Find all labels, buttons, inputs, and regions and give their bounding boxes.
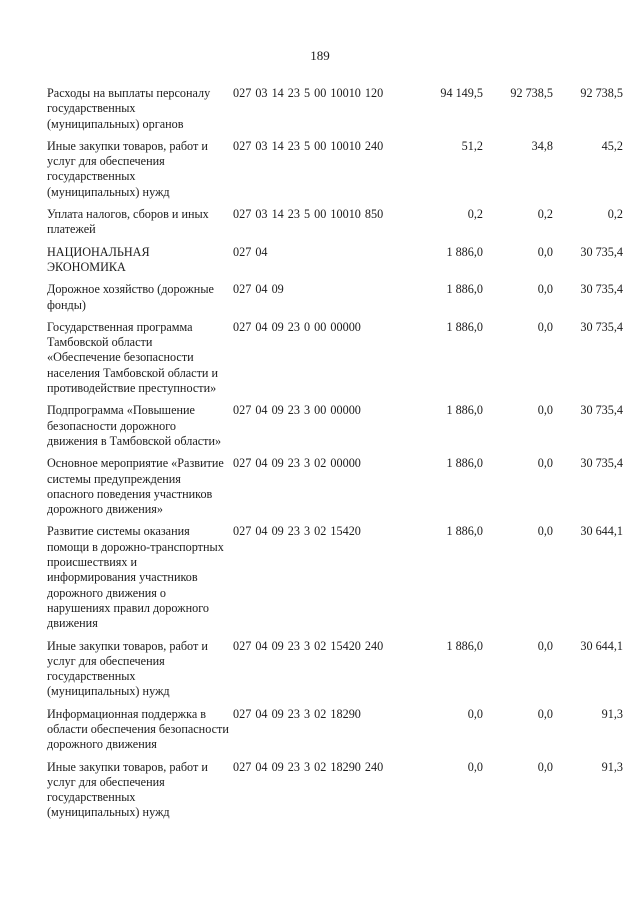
table-row xyxy=(47,638,623,700)
row-code: 027 03 14 23 5 00 10010 850 xyxy=(233,207,384,222)
value-col-2: 0,0 xyxy=(537,403,553,418)
value-col-3: 30 735,4 xyxy=(580,403,623,418)
value-col-3: 30 735,4 xyxy=(580,456,623,471)
value-col-1: 51,2 xyxy=(461,138,483,153)
value-col-1: 1 886,0 xyxy=(446,319,483,334)
table-row xyxy=(47,706,623,753)
row-name: Иные закупки товаров, работ и услуг для обеспечения государственных (муниципальных) нужд xyxy=(47,138,208,199)
page-number: 189 xyxy=(310,48,330,63)
row-code: 027 03 14 23 5 00 10010 120 xyxy=(233,86,384,100)
table-row xyxy=(47,524,623,631)
row-name: Расходы на выплаты персоналу государственных (муниципальных) органов xyxy=(47,86,211,131)
value-col-2: 0,0 xyxy=(537,282,553,297)
table-row xyxy=(47,207,623,238)
value-col-2: 0,2 xyxy=(537,207,553,222)
table-row xyxy=(47,456,623,517)
value-col-1: 1 886,0 xyxy=(446,524,483,539)
row-name: Уплата налогов, сборов и иных платежей xyxy=(47,207,209,237)
table-row xyxy=(47,138,623,200)
value-col-2: 0,0 xyxy=(537,319,553,334)
value-col-3: 45,2 xyxy=(601,138,623,153)
row-name: НАЦИОНАЛЬНАЯ ЭКОНОМИКА xyxy=(47,244,150,274)
value-col-2: 92 738,5 xyxy=(510,86,553,100)
value-col-3: 92 738,5 xyxy=(580,86,623,100)
value-col-2: 0,0 xyxy=(537,759,553,774)
value-col-1: 0,0 xyxy=(467,706,483,721)
row-code: 027 04 xyxy=(233,244,268,259)
value-col-1: 94 149,5 xyxy=(440,86,483,100)
value-col-3: 30 644,1 xyxy=(580,638,623,653)
value-col-1: 0,0 xyxy=(467,759,483,774)
row-name: Информационная поддержка в области обеспечения безопасности дорожного движения xyxy=(47,706,229,752)
value-col-1: 1 886,0 xyxy=(446,282,483,297)
row-name: Иные закупки товаров, работ и услуг для обеспечения государственных (муниципальных) нужд xyxy=(47,638,208,699)
value-col-3: 91,3 xyxy=(601,759,623,774)
row-code: 027 04 09 23 3 02 15420 240 xyxy=(233,638,384,653)
row-code: 027 04 09 23 3 00 00000 xyxy=(233,403,361,418)
table-row xyxy=(47,759,623,821)
value-col-2: 34,8 xyxy=(531,138,553,153)
value-col-1: 1 886,0 xyxy=(446,403,483,418)
row-name: Развитие системы оказания помощи в дорожно-транспортных происшествиях и информирования участников дорожного движения о нарушениях правил дорожного движения xyxy=(47,524,224,631)
row-name: Государственная программа Тамбовской области «Обеспечение безопасности населения Тамбовской области и противодействие преступности» xyxy=(47,319,219,396)
value-col-2: 0,0 xyxy=(537,706,553,721)
table-row xyxy=(47,282,623,313)
table-row xyxy=(47,244,623,276)
value-col-3: 30 735,4 xyxy=(580,282,623,297)
value-col-1: 1 886,0 xyxy=(446,456,483,471)
value-col-3: 91,3 xyxy=(601,706,623,721)
row-name: Подпрограмма «Повышение безопасности дорожного движения в Тамбовской области» xyxy=(47,403,222,448)
row-code: 027 04 09 23 3 02 15420 xyxy=(233,524,361,539)
row-code: 027 04 09 23 0 00 00000 xyxy=(233,319,361,334)
value-col-2: 0,0 xyxy=(537,524,553,539)
table-row xyxy=(47,86,623,132)
value-col-3: 30 735,4 xyxy=(580,319,623,334)
value-col-2: 0,0 xyxy=(537,456,553,471)
table-row xyxy=(47,319,623,396)
value-col-1: 1 886,0 xyxy=(446,638,483,653)
row-code: 027 04 09 23 3 02 18290 xyxy=(233,706,361,721)
value-col-3: 0,2 xyxy=(607,207,623,222)
value-col-2: 0,0 xyxy=(537,244,553,259)
row-code: 027 03 14 23 5 00 10010 240 xyxy=(233,138,384,153)
row-code: 027 04 09 xyxy=(233,282,284,297)
budget-table xyxy=(47,86,623,821)
table-row xyxy=(47,403,623,449)
value-col-3: 30 644,1 xyxy=(580,524,623,539)
value-col-1: 0,2 xyxy=(467,207,483,222)
value-col-1: 1 886,0 xyxy=(446,244,483,259)
row-code: 027 04 09 23 3 02 00000 xyxy=(233,456,361,471)
row-name: Дорожное хозяйство (дорожные фонды) xyxy=(47,282,214,312)
row-name: Иные закупки товаров, работ и услуг для обеспечения государственных (муниципальных) нужд xyxy=(47,759,208,820)
row-name: Основное мероприятие «Развитие системы предупреждения опасного поведения участников дорожного движения» xyxy=(47,456,224,517)
value-col-3: 30 735,4 xyxy=(580,244,623,259)
row-code: 027 04 09 23 3 02 18290 240 xyxy=(233,759,384,774)
value-col-2: 0,0 xyxy=(537,638,553,653)
